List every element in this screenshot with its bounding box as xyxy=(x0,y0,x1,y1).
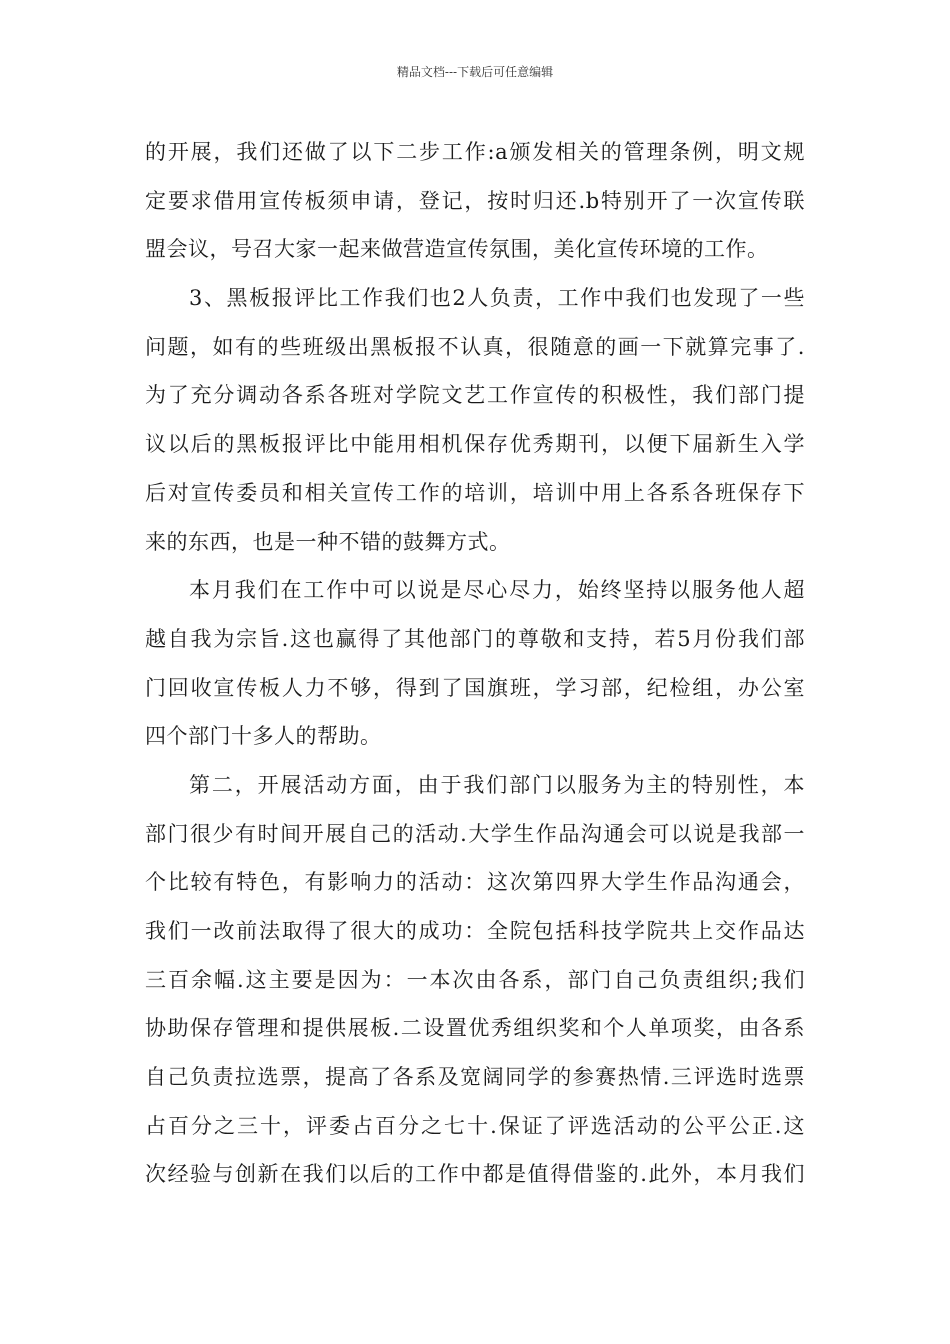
text-line: 为了充分调动各系各班对学院文艺工作宣传的积极性，我们部门提 xyxy=(145,383,805,408)
text-line: 问题，如有的些班级出黑板报不认真，很随意的画一下就算完事了. xyxy=(145,334,805,359)
text-line: 我们一改前法取得了很大的成功：全院包括科技学院共上交作品达 xyxy=(145,919,805,943)
text-line: 本月我们在工作中可以说是尽心尽力，始终坚持以服务他人超 xyxy=(189,578,805,603)
text-line: 次经验与创新在我们以后的工作中都是值得借鉴的.此外，本月我们 xyxy=(145,1162,805,1187)
text-line: 的开展，我们还做了以下二步工作:a颁发相关的管理条例，明文规 xyxy=(145,140,805,164)
text-line: 三百余幅.这主要是因为：一本次由各系，部门自己负责组织;我们 xyxy=(145,967,805,992)
text-line: 后对宣传委员和相关宣传工作的培训，培训中用上各系各班保存下 xyxy=(145,480,805,505)
text-line: 第二，开展活动方面，由于我们部门以服务为主的特别性，本 xyxy=(189,772,805,797)
text-line: 越自我为宗旨.这也赢得了其他部门的尊敬和支持，若5月份我们部 xyxy=(145,626,805,651)
text-line: 定要求借用宣传板须申请，登记，按时归还.b特别开了一次宣传联 xyxy=(145,188,805,213)
text-line: 四个部门十多人的帮助。 xyxy=(145,724,382,749)
document-body xyxy=(145,128,805,1199)
text-line: 自己负责拉选票，提高了各系及宽阔同学的参赛热情.三评选时选票 xyxy=(145,1065,805,1090)
text-line: 占百分之三十，评委占百分之七十.保证了评选活动的公平公正.这 xyxy=(145,1113,805,1138)
text-line: 议以后的黑板报评比中能用相机保存优秀期刊，以便下届新生入学 xyxy=(145,432,805,457)
text-line: 协助保存管理和提供展板.二设置优秀组织奖和个人单项奖，由各系 xyxy=(145,1016,805,1041)
text-line: 部门很少有时间开展自己的活动.大学生作品沟通会可以说是我部一 xyxy=(145,821,805,846)
text-line: 个比较有特色，有影响力的活动：这次第四界大学生作品沟通会， xyxy=(145,870,805,895)
text-line: 门回收宣传板人力不够，得到了国旗班，学习部，纪检组，办公室 xyxy=(145,675,805,700)
text-line: 盟会议，号召大家一起来做营造宣传氛围，美化宣传环境的工作。 xyxy=(145,237,769,262)
text-line: 来的东西，也是一种不错的鼓舞方式。 xyxy=(145,529,511,554)
page-header: 精品文档---下载后可任意编辑 xyxy=(396,65,554,79)
text-line: 3、黑板报评比工作我们也2人负责，工作中我们也发现了一些 xyxy=(189,286,805,311)
